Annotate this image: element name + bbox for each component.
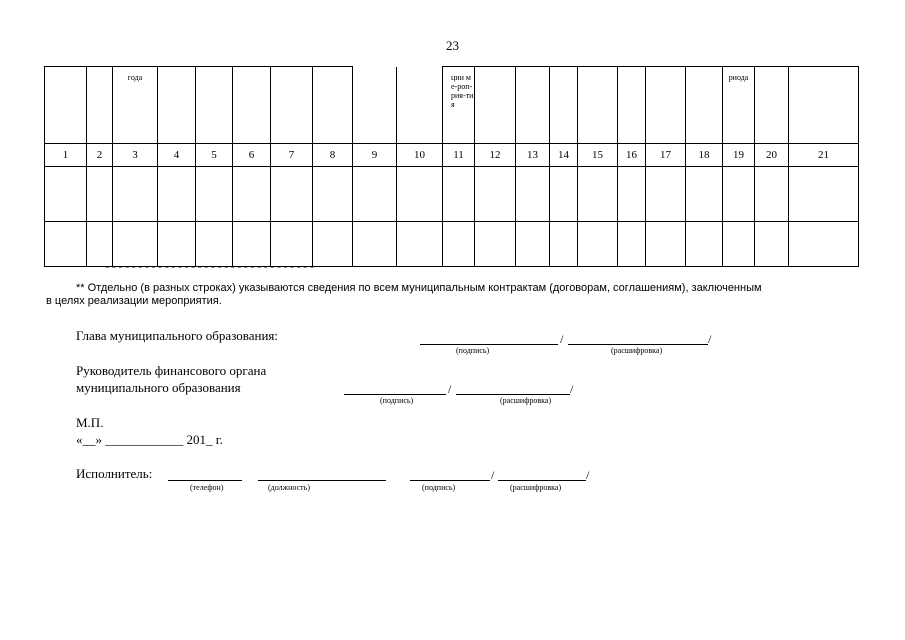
separator-slash: / [586,468,590,482]
table-row [45,222,859,267]
table-cell [723,222,755,267]
executor-phone-caption: (телефон) [190,483,224,492]
header-cell: риода [723,67,755,144]
table-cell [87,222,113,267]
executor-phone-line[interactable] [168,480,242,481]
table-row [45,167,859,222]
footnote-line-2: в целях реализации мероприятия. [46,295,222,307]
separator-slash: / [448,382,452,396]
column-number: 11 [443,144,475,167]
footnote [46,282,866,308]
table-cell [723,167,755,222]
table-cell [397,222,443,267]
finance-label-line-2: муниципального образования [76,380,241,395]
head-decoding-caption: (расшифровка) [611,346,663,355]
table-cell [686,222,723,267]
footnote-line-1: ** Отдельно (в разных строках) указываются сведения по всем муниципальным контрактам (договорам, соглашениям), заключенным [76,282,762,294]
table-cell [646,167,686,222]
separator-slash: / [491,468,495,482]
page-number: 23 [446,38,459,53]
header-cell [475,67,516,144]
head-decoding-line[interactable] [568,344,708,345]
column-number: 4 [158,144,196,167]
table-cell [113,167,158,222]
separator-slash: / [560,332,564,346]
table-cell [443,222,475,267]
executor-signature-line[interactable] [410,480,490,481]
header-cell [87,67,113,144]
table-cell [516,167,550,222]
column-number: 18 [686,144,723,167]
table-cell [313,222,353,267]
table-cell [578,167,618,222]
table-cell [113,222,158,267]
executor-signature-caption: (подпись) [422,483,456,492]
table-cell [516,222,550,267]
column-number: 7 [271,144,313,167]
table-cell [789,222,859,267]
executor-position-line[interactable] [258,480,386,481]
date-field[interactable]: «__» ____________ 201_ г. [76,432,223,447]
table-cell [233,222,271,267]
table-cell [618,222,646,267]
table-cell [353,222,397,267]
column-number: 19 [723,144,755,167]
header-cell [686,67,723,144]
finance-signature-caption: (подпись) [380,396,414,405]
column-number: 8 [313,144,353,167]
column-number: 1 [45,144,87,167]
column-number: 12 [475,144,516,167]
table-cell [550,222,578,267]
table-cell [196,222,233,267]
column-number: 17 [646,144,686,167]
table-cell [789,167,859,222]
executor-label: Исполнитель: [76,466,153,481]
column-number: 2 [87,144,113,167]
header-cell [550,67,578,144]
table-cell [475,167,516,222]
separator-slash: / [570,382,574,396]
table-cell [755,222,789,267]
table-cell [686,167,723,222]
separator-slash: / [708,332,712,346]
finance-label-line-1: Руководитель финансового органа [76,363,267,378]
header-cell [646,67,686,144]
executor-decoding-line[interactable] [498,480,586,481]
column-number: 14 [550,144,578,167]
column-number: 13 [516,144,550,167]
table-cell [646,222,686,267]
finance-signature-line[interactable] [344,394,446,395]
header-cell: ции ме-роп-рия-тия [443,67,475,144]
table-cell [550,167,578,222]
table-cell [271,167,313,222]
table-cell [196,167,233,222]
header-cell [618,67,646,144]
header-cell [313,67,353,144]
table-cell [233,167,271,222]
header-cell [233,67,271,144]
head-signature-label: Глава муниципального образования: [76,328,278,343]
table-header-row [45,67,859,144]
header-cell [158,67,196,144]
table-cell [158,167,196,222]
header-cell [578,67,618,144]
column-number: 15 [578,144,618,167]
header-cell [196,67,233,144]
table-cell [618,167,646,222]
table-cell [45,167,87,222]
column-number-row [45,144,859,167]
header-cell [271,67,313,144]
column-number: 5 [196,144,233,167]
header-cell [45,67,87,144]
column-number: 3 [113,144,158,167]
head-signature-caption: (подпись) [456,346,490,355]
table-cell [475,222,516,267]
table-cell [87,167,113,222]
table-cell [397,167,443,222]
table-cell [443,167,475,222]
stamp-label: М.П. [76,415,104,430]
table-cell [158,222,196,267]
executor-decoding-caption: (расшифровка) [510,483,562,492]
header-cell [755,67,789,144]
table-cell [313,167,353,222]
column-number: 16 [618,144,646,167]
header-cell [353,67,397,144]
header-cell [789,67,859,144]
column-number: 10 [397,144,443,167]
head-signature-line[interactable] [420,344,558,345]
header-cell [516,67,550,144]
footnote-separator: -------------------------------- [104,262,316,274]
column-number: 9 [353,144,397,167]
table-cell [45,222,87,267]
executor-position-caption: (должность) [268,483,310,492]
report-table [44,66,859,267]
table-cell [353,167,397,222]
column-number: 6 [233,144,271,167]
table-cell [578,222,618,267]
column-number: 20 [755,144,789,167]
column-number: 21 [789,144,859,167]
table-cell [271,222,313,267]
header-cell [397,67,443,144]
finance-decoding-line[interactable] [456,394,570,395]
header-cell: года [113,67,158,144]
table-cell [755,167,789,222]
finance-decoding-caption: (расшифровка) [500,396,552,405]
